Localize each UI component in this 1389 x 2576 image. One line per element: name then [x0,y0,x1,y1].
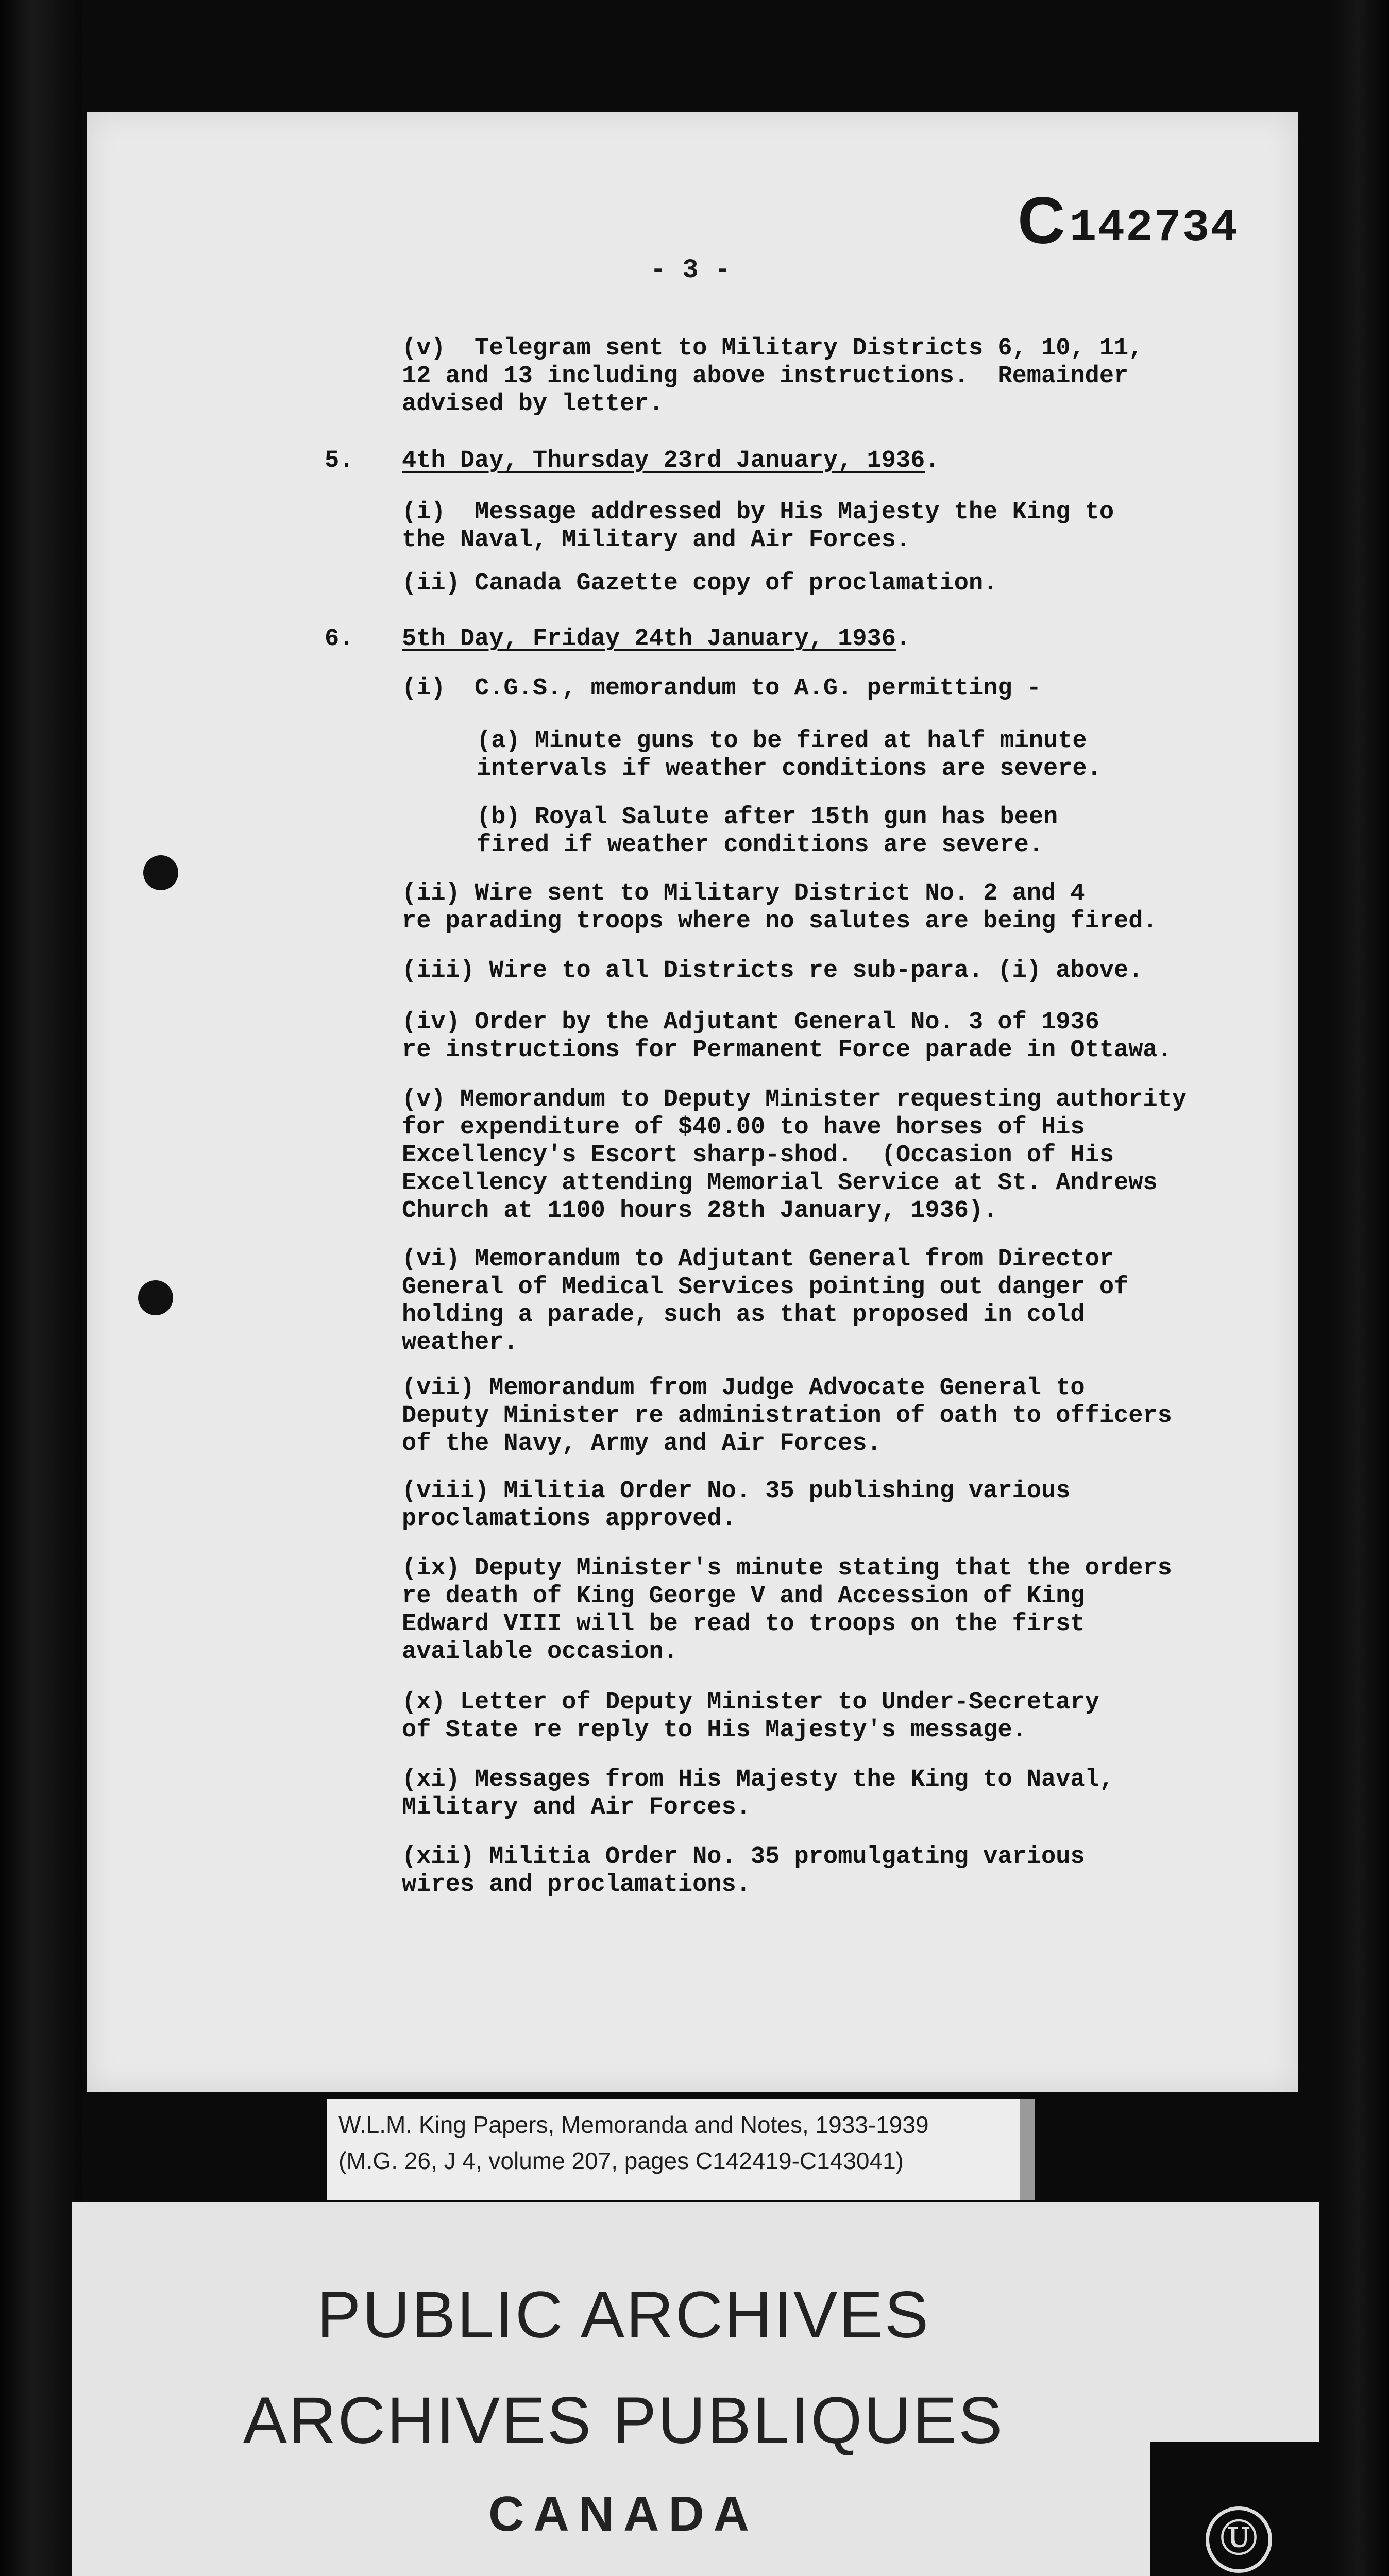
punch-hole [138,1280,173,1315]
citation-line: W.L.M. King Papers, Memoranda and Notes, 1933-1939 [338,2111,929,2138]
list-item: (iv) Order by the Adjutant General No. 3 of 1936 re instructions for Permanent Force parade in Ottawa. [402,1009,1172,1064]
list-item: (i) C.G.S., memorandum to A.G. permitting - [402,675,1042,702]
list-item: (i) Message addressed by His Majesty the King to the Naval, Military and Air Forces. [402,499,1114,554]
archives-country: CANADA [488,2486,758,2541]
citation-label [327,2099,1035,2200]
list-item: (ii) Canada Gazette copy of proclamation. [402,570,998,597]
list-item: (ix) Deputy Minister's minute stating that the orders re death of King George V and Accession of King Edward VIII will be read to troops on the first available occasion. [402,1555,1172,1666]
list-item: (ii) Wire sent to Military District No. 2 and 4 re parading troops where no salutes are being fired. [402,880,1158,935]
section-heading: 5th Day, Friday 24th January, 1936 [402,625,896,653]
list-item: (xii) Militia Order No. 35 promulgating various wires and proclamations. [402,1843,1085,1899]
list-item: (xi) Messages from His Majesty the King to Naval, Military and Air Forces. [402,1766,1114,1821]
stamp-prefix: C [1018,184,1066,258]
section-heading: 4th Day, Thursday 23rd January, 1936 [402,447,925,474]
film-edge-left [0,0,82,2576]
citation-line: (M.G. 26, J 4, volume 207, pages C142419-C143041) [338,2147,904,2174]
punch-hole [143,855,178,890]
document-stamp [1018,183,1239,259]
list-item: (vi) Memorandum to Adjutant General from Director General of Medical Services pointing out danger of holding a parade, such as that proposed in cold weather. [402,1246,1129,1357]
section-number: 5. [325,447,354,474]
heading-suffix: . [895,625,911,653]
film-edge-right [1327,0,1389,2576]
heading-suffix: . [925,447,940,474]
list-item: (iii) Wire to all Districts re sub-para. (i) above. [402,957,1143,985]
list-item: (v) Memorandum to Deputy Minister requesting authority for expenditure of $40.00 to have horses of His Excellency's Escort sharp-shod. (Occasion of His Excellency attending Memorial Service at St. Andrews Church at 1100 hours 28th January, 1936). [402,1086,1187,1225]
archives-logo-icon: Ⓤ [1206,2506,1272,2573]
section-heading-row [402,447,940,475]
list-item: (viii) Militia Order No. 35 publishing various proclamations approved. [402,1478,1071,1533]
sub-item: (a) Minute guns to be fired at half minute intervals if weather conditions are severe. [477,727,1102,783]
intro-item: (v) Telegram sent to Military Districts 6, 10, 11, 12 and 13 including above instructions. Remainder advised by letter. [402,335,1143,418]
list-item: (vii) Memorandum from Judge Advocate General to Deputy Minister re administration of oath to officers of the Navy, Army and Air Forces. [402,1375,1172,1458]
section-number: 6. [325,625,354,653]
stamp-number: 142734 [1069,203,1239,254]
sub-item: (b) Royal Salute after 15th gun has been fired if weather conditions are severe. [477,804,1058,859]
page-number: - 3 - [650,255,731,285]
section-heading-row [402,625,910,653]
archives-title-fr: ARCHIVES PUBLIQUES [243,2384,1004,2458]
archives-title-en: PUBLIC ARCHIVES [316,2278,930,2352]
list-item: (x) Letter of Deputy Minister to Under-Secretary of State re reply to His Majesty's message. [402,1689,1099,1744]
